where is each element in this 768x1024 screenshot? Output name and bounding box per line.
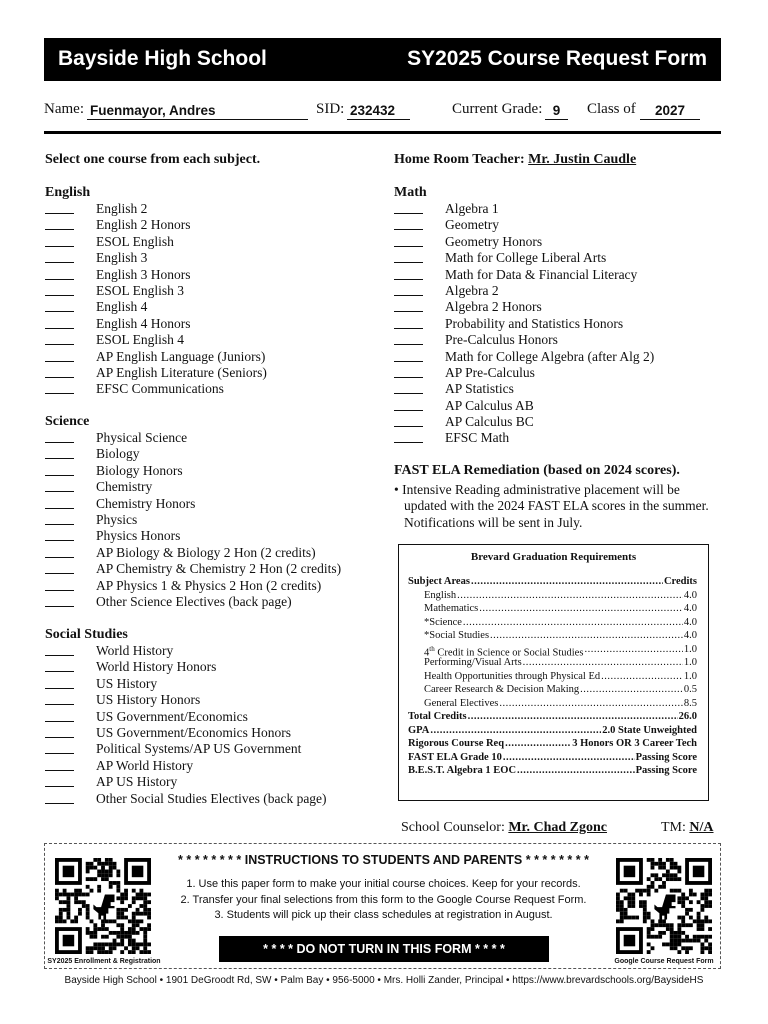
course-row	[394, 217, 714, 233]
requirement-label: FAST ELA Grade 10	[408, 752, 502, 763]
requirement-value: 2.0 State Unweighted	[602, 725, 697, 736]
course-selection-blank[interactable]	[45, 491, 74, 492]
instructions-box	[44, 843, 721, 969]
math-course-list	[394, 201, 714, 447]
course-name: World History Honors	[96, 659, 217, 675]
course-row	[45, 545, 365, 561]
requirement-value: Passing Score	[635, 752, 697, 763]
graduation-requirements-title: Brevard Graduation Requirements	[470, 551, 637, 563]
course-row	[45, 463, 365, 479]
tm-value: N/A	[689, 820, 714, 835]
course-name: Other Social Studies Electives (back page)	[96, 790, 327, 806]
course-selection-blank[interactable]	[394, 229, 423, 230]
course-row	[45, 594, 365, 610]
requirement-value: 1.0	[683, 671, 697, 682]
course-selection-blank[interactable]	[394, 311, 423, 312]
course-selection-blank[interactable]	[394, 344, 423, 345]
course-selection-blank[interactable]	[394, 361, 423, 362]
leader-dots	[523, 656, 683, 669]
course-name: US History Honors	[96, 692, 201, 708]
course-selection-blank[interactable]	[45, 590, 74, 591]
course-selection-blank[interactable]	[394, 410, 423, 411]
course-selection-blank[interactable]	[45, 213, 74, 214]
course-row	[45, 332, 365, 348]
course-name: AP English Language (Juniors)	[96, 348, 266, 364]
course-row	[394, 349, 714, 365]
course-row	[45, 250, 365, 266]
leader-dots	[580, 683, 683, 696]
course-name: EFSC Math	[445, 430, 510, 446]
course-selection-blank[interactable]	[45, 737, 74, 738]
requirement-row	[408, 616, 697, 629]
course-row	[45, 316, 365, 332]
course-row	[394, 250, 714, 266]
course-name: AP Statistics	[445, 381, 514, 397]
course-selection-blank[interactable]	[45, 655, 74, 656]
course-name: Chemistry Honors	[96, 495, 196, 511]
course-row	[394, 414, 714, 430]
homeroom-label-text: Home Room Teacher:	[394, 152, 525, 167]
name-label: Name:	[44, 101, 84, 117]
requirement-row	[408, 724, 697, 737]
leader-dots	[479, 602, 683, 615]
requirement-value: 8.5	[683, 698, 697, 709]
course-name: EFSC Communications	[96, 381, 224, 397]
grade-label: Current Grade:	[452, 101, 543, 117]
requirement-label: Rigorous Course Req	[408, 738, 505, 749]
course-name: AP Calculus BC	[445, 414, 534, 430]
tm-line	[661, 820, 714, 836]
school-name: Bayside High School	[58, 47, 267, 70]
qr-code-left-icon[interactable]	[55, 858, 151, 954]
course-selection-blank[interactable]	[45, 786, 74, 787]
select-instruction: Select one course from each subject.	[45, 152, 261, 167]
requirement-label: *Social Studies	[424, 630, 490, 641]
course-row	[394, 283, 714, 299]
course-selection-blank[interactable]	[45, 753, 74, 754]
course-selection-blank[interactable]	[45, 803, 74, 804]
requirement-row	[408, 670, 697, 683]
course-selection-blank[interactable]	[45, 770, 74, 771]
requirement-row	[408, 710, 697, 723]
course-row	[45, 741, 365, 757]
leader-dots	[505, 737, 571, 750]
course-selection-blank[interactable]	[394, 295, 423, 296]
course-row	[394, 381, 714, 397]
sid-label: SID:	[316, 101, 345, 117]
course-selection-blank[interactable]	[45, 361, 74, 362]
requirement-row	[408, 751, 697, 764]
instructions-title: * * * * * * * * INSTRUCTIONS TO STUDENTS AND PARENTS * * * * * * * *	[178, 853, 589, 867]
leader-dots	[490, 629, 683, 642]
course-selection-blank[interactable]	[45, 229, 74, 230]
requirement-value: Credits	[663, 576, 697, 587]
course-name: English 4 Honors	[96, 315, 191, 331]
course-row	[45, 349, 365, 365]
leader-dots	[468, 710, 678, 723]
instruction-line: 3. Students will pick up their class schedules at registration in August.	[214, 909, 553, 921]
homeroom-teacher: Mr. Justin Caudle	[528, 152, 637, 167]
course-row	[45, 561, 365, 577]
course-row	[45, 267, 365, 283]
course-name: Math for College Algebra (after Alg 2)	[445, 348, 655, 364]
course-name: AP Biology & Biology 2 Hon (2 credits)	[96, 544, 316, 560]
course-selection-blank[interactable]	[45, 458, 74, 459]
fast-ela-line: updated with the 2024 FAST ELA scores in the summer.	[404, 498, 709, 514]
course-selection-blank[interactable]	[45, 540, 74, 541]
requirement-value: 0.5	[683, 684, 697, 695]
requirement-value: 26.0	[678, 711, 697, 722]
course-name: Probability and Statistics Honors	[445, 315, 624, 331]
course-selection-blank[interactable]	[394, 279, 423, 280]
course-selection-blank[interactable]	[394, 262, 423, 263]
requirement-row	[408, 764, 697, 777]
course-selection-blank[interactable]	[45, 246, 74, 247]
course-row	[45, 234, 365, 250]
do-not-turn-in-banner: * * * * DO NOT TURN IN THIS FORM * * * *	[219, 936, 549, 962]
course-selection-blank[interactable]	[45, 311, 74, 312]
course-selection-blank[interactable]	[394, 393, 423, 394]
sid-field[interactable]: 232432	[347, 103, 410, 120]
leader-dots	[601, 670, 683, 683]
leader-dots	[503, 751, 635, 764]
course-selection-blank[interactable]	[45, 295, 74, 296]
requirement-label: Subject Areas	[408, 576, 470, 587]
course-selection-blank[interactable]	[45, 442, 74, 443]
course-name: AP Chemistry & Chemistry 2 Hon (2 credits)	[96, 561, 342, 577]
leader-dots	[471, 575, 663, 588]
requirement-value: 4.0	[683, 603, 697, 614]
course-name: ESOL English	[96, 233, 174, 249]
course-row	[45, 479, 365, 495]
course-name: ESOL English 4	[96, 332, 185, 348]
grade-field[interactable]: 9	[545, 103, 568, 120]
course-row	[45, 201, 365, 217]
requirement-label: GPA	[408, 725, 430, 736]
course-row	[394, 316, 714, 332]
course-row	[45, 512, 365, 528]
course-row	[394, 201, 714, 217]
class-of-label: Class of	[587, 101, 636, 117]
course-name: Pre-Calculus Honors	[445, 332, 558, 348]
course-row	[45, 643, 365, 659]
name-field[interactable]: Fuenmayor, Andres	[87, 103, 308, 120]
course-name: Physical Science	[96, 430, 188, 445]
leader-dots	[463, 616, 683, 629]
course-row	[45, 365, 365, 381]
course-row	[45, 283, 365, 299]
requirement-row	[408, 656, 697, 669]
requirement-row	[408, 697, 697, 710]
course-name: AP Calculus AB	[445, 397, 534, 413]
course-selection-blank[interactable]	[45, 524, 74, 525]
english-course-list	[45, 201, 365, 398]
leader-dots	[584, 643, 682, 656]
requirement-label: Career Research & Decision Making	[424, 684, 580, 695]
course-name: US Government/Economics Honors	[96, 724, 291, 740]
divider-rule	[44, 131, 721, 134]
course-name: Geometry Honors	[445, 233, 543, 249]
course-row	[45, 381, 365, 397]
course-name: US History	[96, 675, 158, 691]
course-name: English 2 Honors	[96, 217, 191, 233]
course-row	[45, 430, 365, 446]
requirement-value: 4.0	[683, 590, 697, 601]
course-name: Biology	[96, 446, 140, 462]
bullet-icon: •	[394, 482, 399, 497]
course-row	[45, 217, 365, 233]
course-row	[45, 578, 365, 594]
course-row	[45, 774, 365, 790]
course-selection-blank[interactable]	[394, 426, 423, 427]
course-name: Physics	[96, 511, 138, 527]
course-selection-blank[interactable]	[45, 508, 74, 509]
graduation-requirements-box	[398, 544, 709, 801]
requirement-row	[408, 602, 697, 615]
science-course-list	[45, 430, 365, 610]
requirement-row	[408, 643, 697, 659]
course-row	[394, 332, 714, 348]
requirement-row	[408, 589, 697, 602]
course-row	[45, 446, 365, 462]
course-selection-blank[interactable]	[45, 671, 74, 672]
course-row	[45, 791, 365, 807]
course-selection-blank[interactable]	[394, 246, 423, 247]
course-row	[394, 234, 714, 250]
english-heading: English	[45, 185, 91, 200]
requirement-value: 4.0	[683, 617, 697, 628]
requirement-label: General Electives	[424, 698, 499, 709]
fast-ela-note	[394, 482, 724, 531]
course-name: AP US History	[96, 774, 178, 790]
qr-left-caption: SY2025 Enrollment & Registration	[47, 958, 161, 965]
form-header	[44, 38, 721, 81]
leader-dots	[457, 589, 683, 602]
course-row	[45, 709, 365, 725]
course-selection-blank[interactable]	[394, 442, 423, 443]
course-name: Chemistry	[96, 479, 153, 495]
math-heading: Math	[394, 185, 427, 200]
course-name: Math for College Liberal Arts	[445, 250, 607, 266]
course-row	[394, 398, 714, 414]
course-selection-blank[interactable]	[45, 279, 74, 280]
requirement-value: 4.0	[683, 630, 697, 641]
course-name: Other Science Electives (back page)	[96, 593, 292, 609]
course-row	[394, 430, 714, 446]
homeroom-label	[394, 152, 636, 168]
course-row	[45, 299, 365, 315]
instruction-line: 2. Transfer your final selections from this form to the Google Course Request Form.	[180, 894, 587, 906]
course-name: Political Systems/AP US Government	[96, 741, 302, 757]
course-selection-blank[interactable]	[394, 213, 423, 214]
course-row	[394, 365, 714, 381]
requirement-value: 1.0	[683, 644, 697, 655]
social-studies-heading: Social Studies	[45, 627, 128, 642]
course-name: English 3	[96, 250, 148, 266]
course-selection-blank[interactable]	[45, 475, 74, 476]
requirement-label: Performing/Visual Arts	[424, 657, 522, 668]
course-selection-blank[interactable]	[45, 377, 74, 378]
course-row	[394, 267, 714, 283]
course-selection-blank[interactable]	[45, 557, 74, 558]
course-row	[394, 299, 714, 315]
counselor-label: School Counselor:	[401, 820, 505, 835]
requirement-row	[408, 629, 697, 642]
requirement-label: Total Credits	[408, 711, 467, 722]
requirement-row	[408, 683, 697, 696]
course-selection-blank[interactable]	[45, 344, 74, 345]
course-name: AP World History	[96, 757, 194, 773]
course-name: AP Physics 1 & Physics 2 Hon (2 credits)	[96, 577, 322, 593]
requirement-value: 1.0	[683, 657, 697, 668]
course-selection-blank[interactable]	[45, 704, 74, 705]
course-row	[45, 659, 365, 675]
course-selection-blank[interactable]	[394, 377, 423, 378]
requirement-label: Mathematics	[424, 603, 479, 614]
counselor-line	[401, 820, 607, 836]
requirement-label: B.E.S.T. Algebra 1 EOC	[408, 765, 517, 776]
course-name: English 4	[96, 299, 148, 315]
requirement-row	[408, 737, 697, 750]
requirement-row	[408, 575, 697, 588]
course-row	[45, 758, 365, 774]
tm-label: TM:	[661, 820, 686, 835]
course-selection-blank[interactable]	[45, 328, 74, 329]
instruction-line: 1. Use this paper form to make your initial course choices. Keep for your records.	[186, 878, 581, 890]
course-selection-blank[interactable]	[45, 688, 74, 689]
requirement-label: Health Opportunities through Physical Ed	[424, 671, 601, 682]
leader-dots	[499, 697, 683, 710]
course-name: Geometry	[445, 217, 499, 233]
fast-ela-line: • Intensive Reading administrative placement will be	[394, 482, 680, 497]
form-title: SY2025 Course Request Form	[407, 47, 707, 70]
course-name: ESOL English 3	[96, 282, 185, 298]
social-studies-course-list	[45, 643, 365, 807]
leader-dots	[517, 764, 635, 777]
class-of-field[interactable]: 2027	[640, 103, 700, 120]
course-row	[45, 496, 365, 512]
course-selection-blank[interactable]	[45, 606, 74, 607]
qr-code-right-icon[interactable]	[616, 858, 712, 954]
course-row	[45, 528, 365, 544]
page-footer: Bayside High School • 1901 DeGroodt Rd, SW • Palm Bay • 956-5000 • Mrs. Holli Zander, Principal • https://www.brevardschools.org/BaysideHS	[64, 975, 704, 986]
course-name: Algebra 2	[445, 282, 499, 298]
course-row	[45, 725, 365, 741]
course-name: Math for Data & Financial Literacy	[445, 266, 638, 282]
requirement-value: Passing Score	[635, 765, 697, 776]
requirement-label: *Science	[424, 617, 462, 628]
course-name: US Government/Economics	[96, 708, 248, 724]
course-row	[45, 676, 365, 692]
requirement-label: 4th Credit in Science or Social Studies	[424, 645, 584, 659]
course-name: AP English Literature (Seniors)	[96, 364, 267, 380]
leader-dots	[430, 724, 601, 737]
course-selection-blank[interactable]	[45, 393, 74, 394]
counselor-name: Mr. Chad Zgonc	[508, 820, 608, 835]
course-name: AP Pre-Calculus	[445, 364, 535, 380]
course-selection-blank[interactable]	[45, 573, 74, 574]
course-name: World History	[96, 643, 174, 658]
course-selection-blank[interactable]	[45, 721, 74, 722]
course-name: Biology Honors	[96, 462, 183, 478]
requirement-value: 3 Honors OR 3 Career Tech	[572, 738, 697, 749]
course-name: Physics Honors	[96, 528, 181, 544]
course-selection-blank[interactable]	[45, 262, 74, 263]
course-name: Algebra 1	[445, 201, 499, 216]
fast-ela-line: Notifications will be sent in July.	[404, 514, 583, 530]
course-selection-blank[interactable]	[394, 328, 423, 329]
qr-right-caption: Google Course Request Form	[614, 958, 714, 965]
course-name: English 2	[96, 201, 148, 216]
requirement-label: English	[424, 590, 457, 601]
fast-ela-heading: FAST ELA Remediation (based on 2024 scores).	[394, 463, 680, 478]
course-name: English 3 Honors	[96, 266, 191, 282]
science-heading: Science	[45, 414, 90, 429]
course-row	[45, 692, 365, 708]
course-name: Algebra 2 Honors	[445, 299, 542, 315]
